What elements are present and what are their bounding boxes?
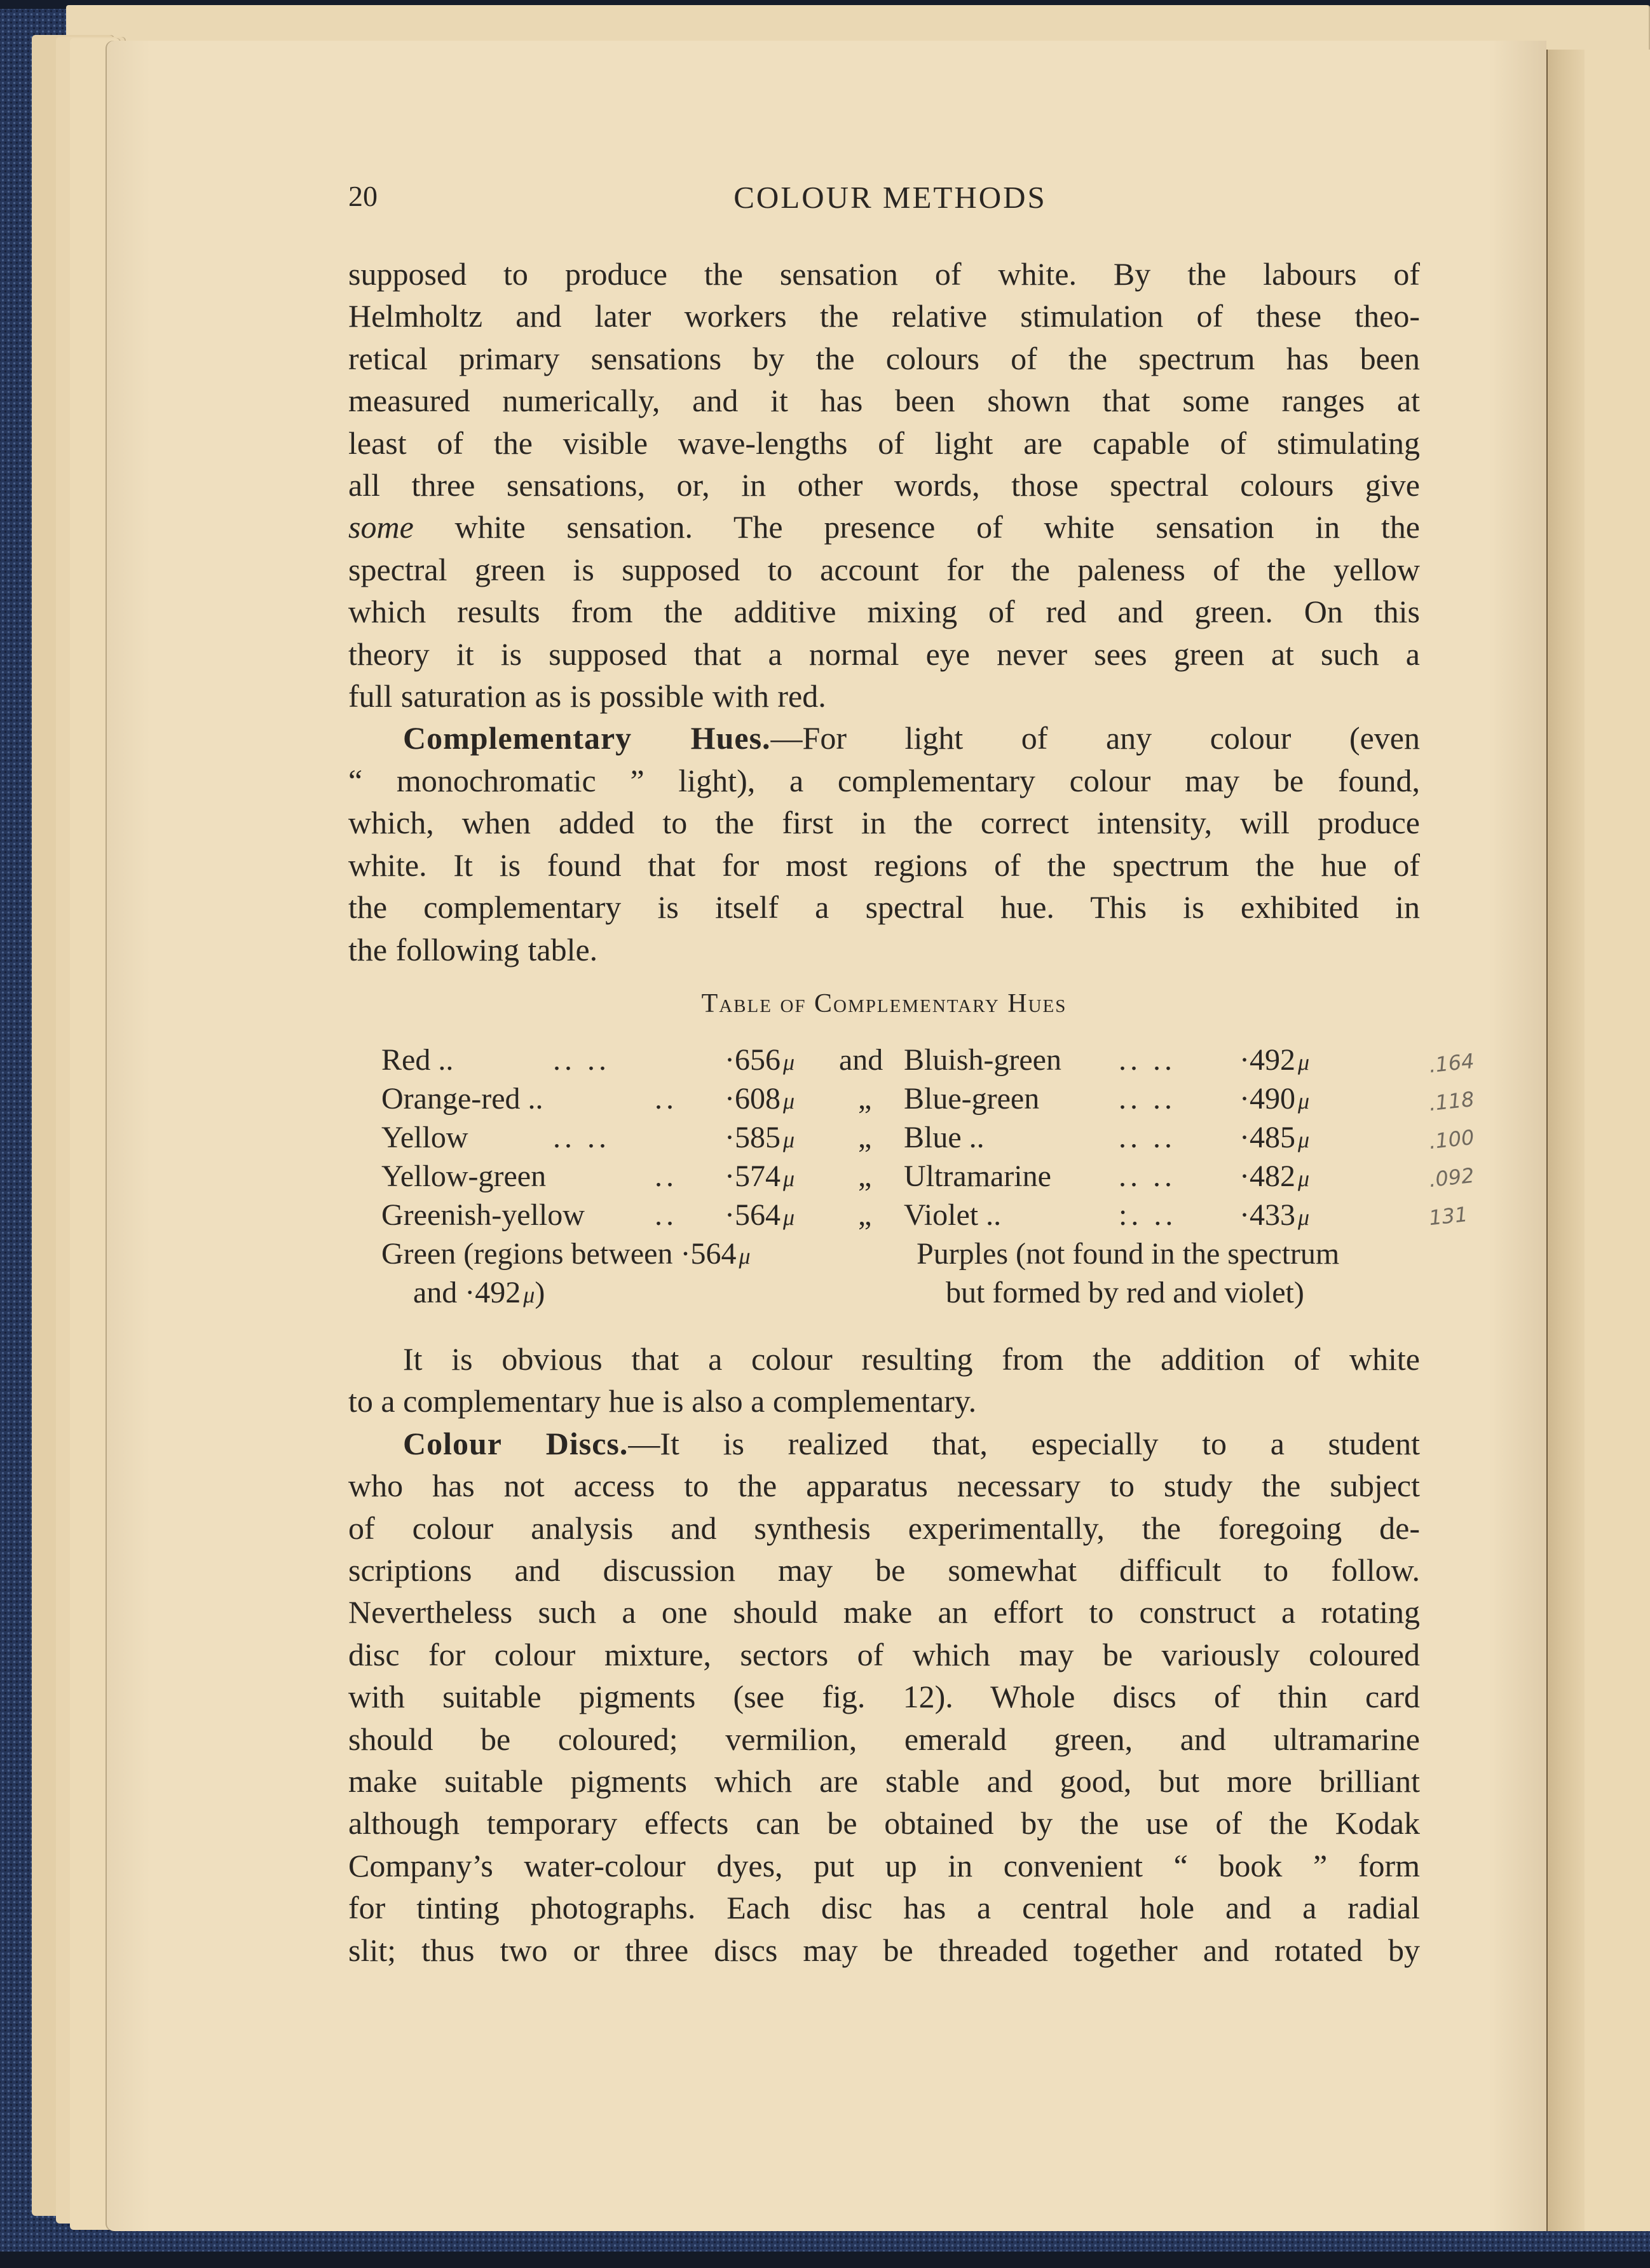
text-line: with suitable pigments (see fig. 12). Whole discs of thin card — [348, 1679, 1420, 1715]
wavelength-value — [1239, 1196, 1309, 1237]
paragraph-complementary-hues — [348, 717, 1420, 970]
complement-hue-name: Blue .. — [904, 1121, 985, 1154]
micron-unit: μ — [523, 1282, 535, 1308]
body-text-upper — [348, 253, 1420, 971]
leader-dots: .. — [655, 1082, 678, 1116]
text-line: Nevertheless such a one should make an effort to construct a rotating — [348, 1594, 1420, 1630]
text-fragment: —For light of any colour (even — [770, 720, 1421, 756]
table-row — [381, 1196, 1398, 1234]
leader-dots: .. .. — [1119, 1082, 1176, 1116]
text-line: scriptions and discussion may be somewhat difficult to follow. — [348, 1552, 1420, 1588]
wavelength-value — [1239, 1157, 1309, 1198]
micron-unit: μ — [782, 1088, 795, 1114]
margin-note: .118 — [1428, 1086, 1476, 1116]
text-line: should be coloured; vermilion, emerald green, and ultramarine — [348, 1721, 1420, 1757]
leader-dots: .. .. — [553, 1121, 610, 1154]
wavelength-value — [725, 1196, 845, 1237]
text-fragment: white sensation. The presence of white sensation in the — [413, 509, 1420, 545]
emphasis-text: some — [348, 509, 414, 545]
hue-name: Yellow-green — [381, 1159, 547, 1193]
margin-note: .164 — [1428, 1048, 1476, 1078]
micron-unit: μ — [782, 1205, 795, 1230]
facing-page — [1585, 50, 1650, 2231]
book-gutter — [1546, 50, 1586, 2231]
wavelength-value — [1239, 1118, 1309, 1159]
green-range-text — [381, 1273, 545, 1315]
micron-unit: μ — [1297, 1088, 1310, 1114]
handwritten-margin-notes — [1429, 1042, 1505, 1233]
leader-dots: .. .. — [553, 1043, 610, 1077]
text-line: which, when added to the first in the correct intensity, will produce — [348, 805, 1420, 841]
leader-dots: .. — [655, 1198, 678, 1232]
value-number: ·490 — [1239, 1082, 1295, 1116]
text-line — [348, 717, 1420, 759]
value-number: ·656 — [725, 1043, 781, 1077]
text-line: retical primary sensations by the colours of the spectrum has been — [348, 340, 1420, 376]
value-number: ·433 — [1239, 1198, 1295, 1232]
page-number: 20 — [348, 180, 378, 212]
value-number: ·608 — [725, 1082, 781, 1116]
micron-unit: μ — [1297, 1127, 1310, 1152]
text-line: Helmholtz and later workers the relative stimulation of these theo- — [348, 298, 1420, 334]
conjunction: and — [839, 1043, 883, 1077]
wavelength-value — [725, 1041, 845, 1082]
complement-hue-name: Bluish-green — [904, 1043, 1061, 1077]
wavelength-value — [1239, 1079, 1309, 1121]
wavelength-value — [1239, 1041, 1309, 1082]
text-fragment: —It is realized that, especially to a student — [628, 1425, 1420, 1461]
wavelength-value — [725, 1118, 845, 1159]
table-row-green-cont — [381, 1273, 1398, 1312]
leader-dots: .. .. — [1119, 1121, 1176, 1154]
ditto-mark: „ — [858, 1159, 872, 1193]
leader-dots: .. — [655, 1159, 678, 1193]
running-head-title: COLOUR METHODS — [733, 180, 1047, 215]
leader-dots: :. .. — [1119, 1198, 1177, 1232]
text-line: make suitable pigments which are stable and good, but more brilliant — [348, 1763, 1420, 1800]
value-number: ·585 — [725, 1121, 781, 1154]
text-line — [348, 506, 1420, 548]
text-line: to a complementary hue is also a complementary. — [348, 1383, 977, 1419]
text-line: white. It is found that for most regions of the spectrum the hue of — [348, 847, 1420, 883]
margin-note: .092 — [1428, 1163, 1476, 1192]
text-line: the complementary is itself a spectral hue. This is exhibited in — [348, 889, 1420, 926]
micron-unit: μ — [1297, 1049, 1310, 1075]
wavelength-value — [725, 1079, 845, 1121]
text-fragment: Green (regions between ·564 — [381, 1237, 737, 1271]
leader-dots: .. .. — [1119, 1043, 1176, 1077]
text-line: all three sensations, or, in other words, those spectral colours give — [348, 467, 1420, 503]
text-line: least of the visible wave-lengths of light are capable of stimulating — [348, 425, 1420, 461]
paragraph-obvious — [348, 1338, 1420, 1423]
table-title: Table of Complementary Hues — [701, 989, 1067, 1018]
text-fragment: ) — [535, 1276, 545, 1309]
complement-hue-name: Violet .. — [904, 1198, 1002, 1232]
micron-unit: μ — [1297, 1205, 1310, 1230]
table-row — [381, 1118, 1398, 1157]
margin-note: 131 — [1428, 1201, 1469, 1231]
text-line: Company’s water-colour dyes, put up in convenient “ book ” form — [348, 1847, 1420, 1883]
ditto-mark: „ — [858, 1082, 872, 1116]
complement-hue-name: Blue-green — [904, 1082, 1040, 1116]
paragraph-continuation — [348, 253, 1420, 717]
text-fragment: and ·492 — [413, 1276, 521, 1309]
text-line: although temporary effects can be obtained by the use of the Kodak — [348, 1805, 1420, 1841]
micron-unit: μ — [739, 1243, 751, 1269]
section-heading-complementary-hues: Complementary Hues. — [403, 720, 771, 756]
hue-name: Orange-red .. — [381, 1082, 543, 1116]
section-heading-colour-discs: Colour Discs. — [403, 1425, 629, 1461]
purples-note: but formed by red and violet) — [946, 1276, 1304, 1309]
ditto-mark: „ — [858, 1121, 872, 1154]
micron-unit: μ — [782, 1127, 795, 1152]
table-row — [381, 1157, 1398, 1196]
micron-unit: μ — [782, 1166, 795, 1191]
text-line: slit; thus two or three discs may be threaded together and rotated by — [348, 1932, 1420, 1968]
value-number: ·564 — [725, 1198, 781, 1232]
text-line: theory it is supposed that a normal eye never sees green at such a — [348, 636, 1420, 672]
table-row — [381, 1041, 1398, 1079]
green-range-text — [381, 1234, 751, 1276]
cover-bottom-edge — [0, 2251, 1650, 2268]
value-number: ·574 — [725, 1159, 781, 1193]
text-line: for tinting photographs. Each disc has a central hole and a radial — [348, 1890, 1420, 1926]
text-line: who has not access to the apparatus necessary to study the subject — [348, 1468, 1420, 1504]
text-line: measured numerically, and it has been shown that some ranges at — [348, 383, 1420, 419]
wavelength-value — [725, 1157, 845, 1198]
hue-name: Red .. — [381, 1043, 454, 1077]
purples-note: Purples (not found in the spectrum — [917, 1237, 1340, 1271]
micron-unit: μ — [1297, 1166, 1310, 1191]
hue-name: Yellow — [381, 1121, 468, 1154]
ditto-mark: „ — [858, 1198, 872, 1232]
text-line: supposed to produce the sensation of white. By the labours of — [348, 256, 1420, 292]
value-number: ·482 — [1239, 1159, 1295, 1193]
text-line: spectral green is supposed to account for the paleness of the yellow — [348, 551, 1420, 587]
value-number: ·492 — [1239, 1043, 1295, 1077]
margin-note: .100 — [1428, 1124, 1476, 1154]
text-line: “ monochromatic ” light), a complementary colour may be found, — [348, 762, 1420, 798]
micron-unit: μ — [782, 1049, 795, 1075]
complementary-hues-table — [381, 1041, 1398, 1312]
text-line: which results from the additive mixing of red and green. On this — [348, 594, 1420, 630]
complement-hue-name: Ultramarine — [904, 1159, 1051, 1193]
body-text-lower — [348, 1338, 1420, 1971]
paragraph-colour-discs — [348, 1423, 1420, 1971]
text-line: full saturation as is possible with red. — [348, 678, 826, 714]
leader-dots: .. .. — [1119, 1159, 1176, 1193]
hue-name: Greenish-yellow — [381, 1198, 585, 1232]
text-line: disc for colour mixture, sectors of which may be variously coloured — [348, 1636, 1420, 1672]
text-line: of colour analysis and synthesis experimentally, the foregoing de- — [348, 1510, 1420, 1546]
text-line — [348, 1423, 1420, 1465]
running-head — [348, 179, 1419, 217]
text-line: It is obvious that a colour resulting from the addition of white — [403, 1341, 1420, 1377]
value-number: ·485 — [1239, 1121, 1295, 1154]
table-row-green — [381, 1234, 1398, 1273]
text-line: the following table. — [348, 931, 598, 967]
table-row — [381, 1079, 1398, 1118]
